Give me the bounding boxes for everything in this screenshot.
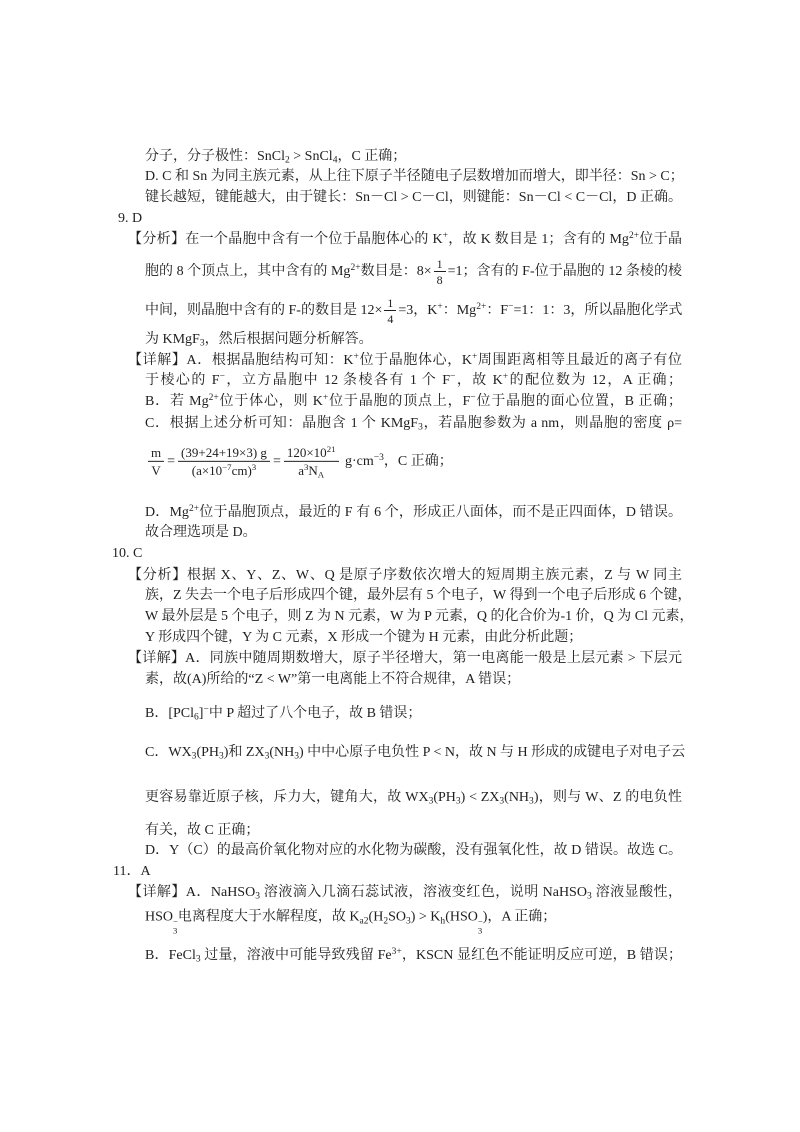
text-run: (HSO [445, 909, 478, 925]
text-run: 位于晶胞的顶点上，F [328, 394, 471, 409]
text-run: a [298, 462, 304, 478]
subscript: 2 [285, 155, 290, 166]
text-run: )和 ZX [223, 745, 265, 760]
text-run: 位于晶 [639, 232, 683, 247]
text-run: C．根据上述分析可知：晶胞含 1 个 KMgF [145, 416, 419, 431]
text-run: 【分析】根据 X、Y、Z、W、Q 是原子序数依次增大的短周期主族元素，Z 与 W 同主 [128, 568, 682, 583]
text-run: m [151, 445, 162, 460]
subscript: 3 [294, 751, 300, 762]
text-run: 周围距离相等且最近的离子有位 [477, 353, 682, 368]
fraction-numerator [178, 445, 270, 462]
text-line [145, 503, 682, 523]
text-run: (H [368, 909, 384, 925]
text-run: D．Y（C）的最高价氧化物对应的水化物为碳酸，没有强氧化性，故 D 错误。故选 C。 [145, 843, 682, 858]
text-run: Y 形成四个键，Y 为 C 元素，X 形成一个键为 H 元素，由此分析此题； [145, 630, 583, 645]
superscript: 2+ [350, 262, 361, 273]
superscript: −7 [222, 462, 232, 473]
text-run: =1：1：3，所以晶胞化学式 [513, 303, 683, 319]
fraction [148, 445, 164, 479]
text-run: (PH [433, 790, 456, 805]
text-run: N [308, 462, 318, 478]
superscript: − [449, 371, 456, 382]
superscript: 3+ [391, 946, 402, 957]
explanation-line [128, 351, 682, 371]
text-run: 9. D [118, 211, 143, 226]
text-run: 4 [387, 312, 394, 326]
fraction-numerator [384, 296, 396, 311]
text-run: 10. C [112, 546, 143, 561]
text-run: ，然后根据问题分析解答。 [204, 332, 373, 347]
fraction [284, 445, 339, 479]
question-answer [118, 209, 142, 229]
text-run: ) < ZX [460, 790, 500, 805]
text-run: )，A 正确； [482, 909, 557, 925]
subscript: 4 [332, 155, 338, 166]
text-run: 8 [436, 273, 443, 287]
subscript: 3 [219, 751, 224, 762]
text-run: ，故 K 数目是 1；含有的 Mg [447, 232, 629, 247]
text-run: B．[PCl [145, 706, 195, 721]
text-run: ，故 K [455, 373, 503, 388]
text-line [145, 414, 682, 434]
text-run: 电离程度大于水解程度，故 K [177, 909, 360, 925]
fraction [178, 445, 270, 479]
superscript: − [203, 704, 209, 715]
explanation-line [128, 649, 682, 669]
text-line [145, 371, 682, 391]
text-run: 位于晶胞体心，K [358, 353, 472, 368]
text-run: HSO [145, 909, 174, 925]
text-run: 分子，分子极性：SnCl [145, 149, 286, 164]
subscript: a2 [359, 916, 369, 927]
subscript: 3 [199, 338, 205, 349]
explanation-line [128, 883, 682, 903]
text-run: )，则与 W、Z 的电负性 [533, 790, 682, 805]
text-run: 1 [387, 296, 394, 310]
superscript: + [437, 301, 443, 312]
superscript: 2+ [208, 392, 219, 403]
subscript: 3 [264, 751, 270, 762]
analysis-line [128, 566, 682, 586]
text-run: ，C 正确； [383, 454, 453, 470]
text-run: 溶液滴入几滴石蕊试液，溶液变红色，说明 NaHSO [259, 885, 587, 900]
text-run: ) > K [410, 909, 441, 925]
superscript: + [353, 351, 359, 362]
superscript: − [219, 371, 225, 382]
text-run: ，C 正确； [337, 149, 407, 164]
text-run: 过量，溶液中可能导致残留 Fe [200, 948, 392, 963]
text-run: 胞的 8 个顶点上，其中含有的 Mg [145, 264, 351, 280]
text-run: ) 中中心原子电负性 P < N，故 N 与 H 形成的成键电子对电子云 [299, 745, 686, 760]
text-line [145, 523, 257, 543]
subscript: 3 [173, 926, 178, 937]
fraction-numerator [148, 445, 164, 462]
formula-line [145, 445, 453, 479]
text-run: (39+24+19×3) g [181, 445, 267, 460]
superscript: 2+ [476, 301, 487, 312]
fraction-denominator [189, 462, 259, 479]
text-run: 于棱心的 F [145, 373, 220, 388]
question-answer [113, 862, 151, 882]
text-run: D. C 和 Sn 为同主族元素，从上往下原子半径随电子层数增加而增大，即半径：Sn > C； [145, 169, 684, 184]
superscript: 2+ [628, 230, 640, 241]
text-line [145, 167, 682, 187]
text-run: D．Mg [145, 505, 189, 520]
superscript: − [477, 917, 483, 928]
text-line [145, 788, 682, 808]
superscript: + [471, 351, 478, 362]
text-run: 120×10 [286, 444, 327, 460]
text-run: SO [388, 909, 406, 925]
text-line [145, 607, 694, 627]
text-run: 【详解】A．同族中随周期数增大，原子半径增大，第一电离能一般是上层元素 > 下层元 [128, 651, 682, 666]
text-run: 有关，故 C 正确； [145, 823, 260, 838]
text-line [145, 628, 582, 648]
text-line [145, 330, 373, 350]
text-run: 1 [436, 257, 443, 271]
superscript: 3 [303, 461, 309, 472]
text-run: 【分析】在一个晶胞中含有一个位于晶胞体心的 K [128, 232, 443, 247]
text-run: V [151, 463, 161, 478]
text-run: 中间，则晶胞中含有的 F-的数目是 12× [145, 303, 383, 319]
subscript: 3 [499, 796, 505, 807]
fraction [384, 296, 396, 326]
superscript: − [508, 301, 514, 312]
text-run: 【详解】A．根据晶胞结构可知：K [128, 353, 354, 368]
text-line [145, 841, 682, 861]
text-line [145, 392, 682, 412]
text-line [145, 257, 682, 287]
text-run: ，立方晶胞中 12 条棱各有 1 个 F [224, 373, 450, 388]
superscript: −3 [373, 452, 384, 463]
superscript: + [322, 392, 329, 403]
text-run: ，KSCN 显红色不能证明反应可逆，B 错误； [401, 948, 682, 963]
subscript: 3 [477, 926, 483, 937]
text-run: 位于晶胞的面心位置，B 正确； [475, 394, 682, 409]
text-line [145, 704, 421, 724]
text-run: (a×10 [191, 463, 223, 478]
text-run: 族，Z 失去一个电子后形成四个键，最外层有 5 个电子，W 得到一个电子后形成 6 个键， [145, 588, 692, 603]
text-line [145, 586, 692, 606]
text-line [145, 147, 406, 167]
superscript: 3 [251, 462, 257, 473]
superscript: 21 [326, 443, 336, 454]
fraction-denominator [384, 311, 396, 326]
superscript: − [173, 917, 178, 928]
fraction-denominator [148, 462, 163, 479]
text-line [145, 743, 686, 763]
subscript: 3 [405, 916, 411, 927]
text-run: g·cm [341, 454, 374, 470]
text-run: = [272, 454, 281, 470]
fraction-numerator [284, 445, 339, 462]
text-run: =3，K [398, 303, 438, 319]
text-run: C．WX [145, 745, 192, 760]
text-run: =1；含有的 F-位于晶胞的 12 条棱的棱 [447, 264, 682, 280]
text-run: 素，故(A)所给的“Z < W”第一电离能上不符合规律，A 错误； [145, 672, 521, 687]
subscript: 3 [455, 796, 461, 807]
text-run: 位于晶胞顶点，最近的 F 有 6 个，形成正八面体，而不是正四面体，D 错误。 [199, 505, 682, 520]
text-run: W 最外层是 5 个电子，则 Z 为 N 元素，W 为 P 元素，Q 的化合价为-1 价，Q 为 Cl 元素， [145, 609, 694, 624]
subscript: A [317, 469, 325, 480]
text-run: 溶液显酸性， [591, 885, 682, 900]
text-line [145, 670, 520, 690]
text-run: ：F [486, 303, 509, 319]
subscript: h [440, 916, 446, 927]
text-line [145, 296, 682, 326]
superscript: 2+ [188, 503, 200, 514]
text-run: > SnCl [289, 149, 333, 164]
text-run: 11．A [113, 864, 151, 879]
analysis-line [128, 230, 682, 250]
superscript: − [470, 392, 476, 403]
text-run: cm) [231, 463, 252, 478]
text-run: B．若 Mg [145, 394, 209, 409]
text-run: ：Mg [442, 303, 477, 319]
text-run: ，若晶胞参数为 a nm，则晶胞的密度 ρ= [422, 416, 682, 431]
text-run: 【详解】A．NaHSO [128, 885, 256, 900]
text-line [145, 188, 682, 208]
subscript: 3 [529, 796, 534, 807]
text-run: 更容易靠近原子核，斥力大，键角大，故 WX [145, 790, 429, 805]
fraction-numerator [434, 257, 446, 272]
fraction [434, 257, 446, 287]
text-run: (NH [504, 790, 530, 805]
text-run: 故合理选项是 D。 [145, 525, 257, 540]
superscript: + [442, 230, 448, 241]
text-run: ] [198, 706, 204, 721]
text-run: B．FeCl [145, 948, 196, 963]
text-run: (NH [269, 745, 295, 760]
subscript: 3 [428, 796, 434, 807]
subscript: 3 [418, 422, 423, 433]
text-run: 为 KMgF [145, 332, 200, 347]
superscript: + [502, 371, 509, 382]
subscript: 3 [195, 954, 201, 965]
question-answer [112, 544, 142, 564]
subscript: 6 [194, 712, 199, 723]
text-run: 中 P 超过了八个电子，故 B 错误； [208, 706, 422, 721]
text-line [145, 908, 556, 937]
text-run: (PH [196, 745, 219, 760]
text-line [145, 946, 682, 966]
subscript: 3 [255, 891, 260, 902]
text-run: 的配位数为 12，A 正确； [508, 373, 682, 388]
text-line [145, 821, 259, 841]
subscript: 3 [191, 751, 197, 762]
text-run: 数目是：8× [360, 264, 432, 280]
text-run: 键长越短，键能越大，由于键长：Sn－Cl > C－Cl，则键能：Sn－Cl < C－Cl，D 正确。 [145, 190, 682, 205]
text-run: = [167, 454, 176, 470]
subscript: 2 [383, 916, 389, 927]
fraction-denominator [434, 272, 446, 287]
text-run: 位于体心，则 K [218, 394, 323, 409]
fraction-denominator [295, 462, 327, 479]
subscript: 3 [586, 891, 592, 902]
